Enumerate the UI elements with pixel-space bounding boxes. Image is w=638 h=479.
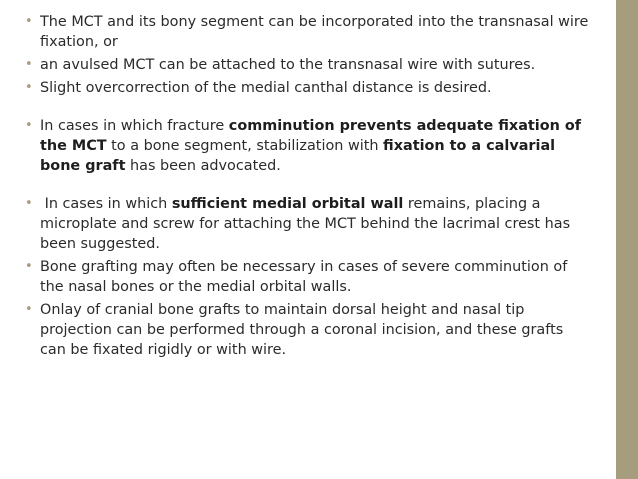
- bullet-dot: •: [25, 118, 33, 133]
- bullet-dot: •: [25, 259, 33, 274]
- bullet-item: [22, 55, 592, 75]
- bullet-text: Bone grafting may often be necessary in cases of severe comminution of the nasal bones or the medial orbital walls.: [40, 259, 568, 295]
- bullet-text: Onlay of cranial bone grafts to maintain dorsal height and nasal tip projection can be performed through a coronal incision, and these grafts can be fixated rigidly or with wire.: [40, 302, 564, 358]
- slide-content: [22, 12, 592, 363]
- bullet-item: [22, 78, 592, 98]
- bullet-text: Slight overcorrection of the medial canthal distance is desired.: [40, 80, 492, 96]
- bullet-text: In cases in which sufficient medial orbital wall remains, placing a microplate and screw for attaching the MCT behind the lacrimal crest has been suggested.: [40, 196, 571, 252]
- bullet-text: The MCT and its bony segment can be incorporated into the transnasal wire fixation, or: [40, 14, 589, 50]
- emphasis-text: fixation to a calvarial bone graft: [40, 138, 556, 174]
- accent-side-bar: [616, 0, 638, 479]
- bullet-item: [22, 194, 592, 254]
- bullet-item: [22, 257, 592, 297]
- bullet-text: an avulsed MCT can be attached to the transnasal wire with sutures.: [40, 57, 536, 73]
- bullet-dot: •: [25, 196, 33, 211]
- emphasis-text: comminution prevents adequate fixation of the MCT: [40, 118, 582, 154]
- bullet-dot: •: [25, 57, 33, 72]
- bullet-item: [22, 12, 592, 52]
- bullet-dot: •: [25, 80, 33, 95]
- emphasis-text: sufficient medial orbital wall: [171, 196, 404, 212]
- bullet-dot: •: [25, 14, 33, 29]
- bullet-text: In cases in which fracture comminution prevents adequate fixation of the MCT to a bone segment, stabilization with fixation to a calvarial bone graft has been advocated.: [40, 118, 582, 174]
- bullet-item: [22, 300, 592, 360]
- bullet-item: [22, 116, 592, 176]
- bullet-dot: •: [25, 302, 33, 317]
